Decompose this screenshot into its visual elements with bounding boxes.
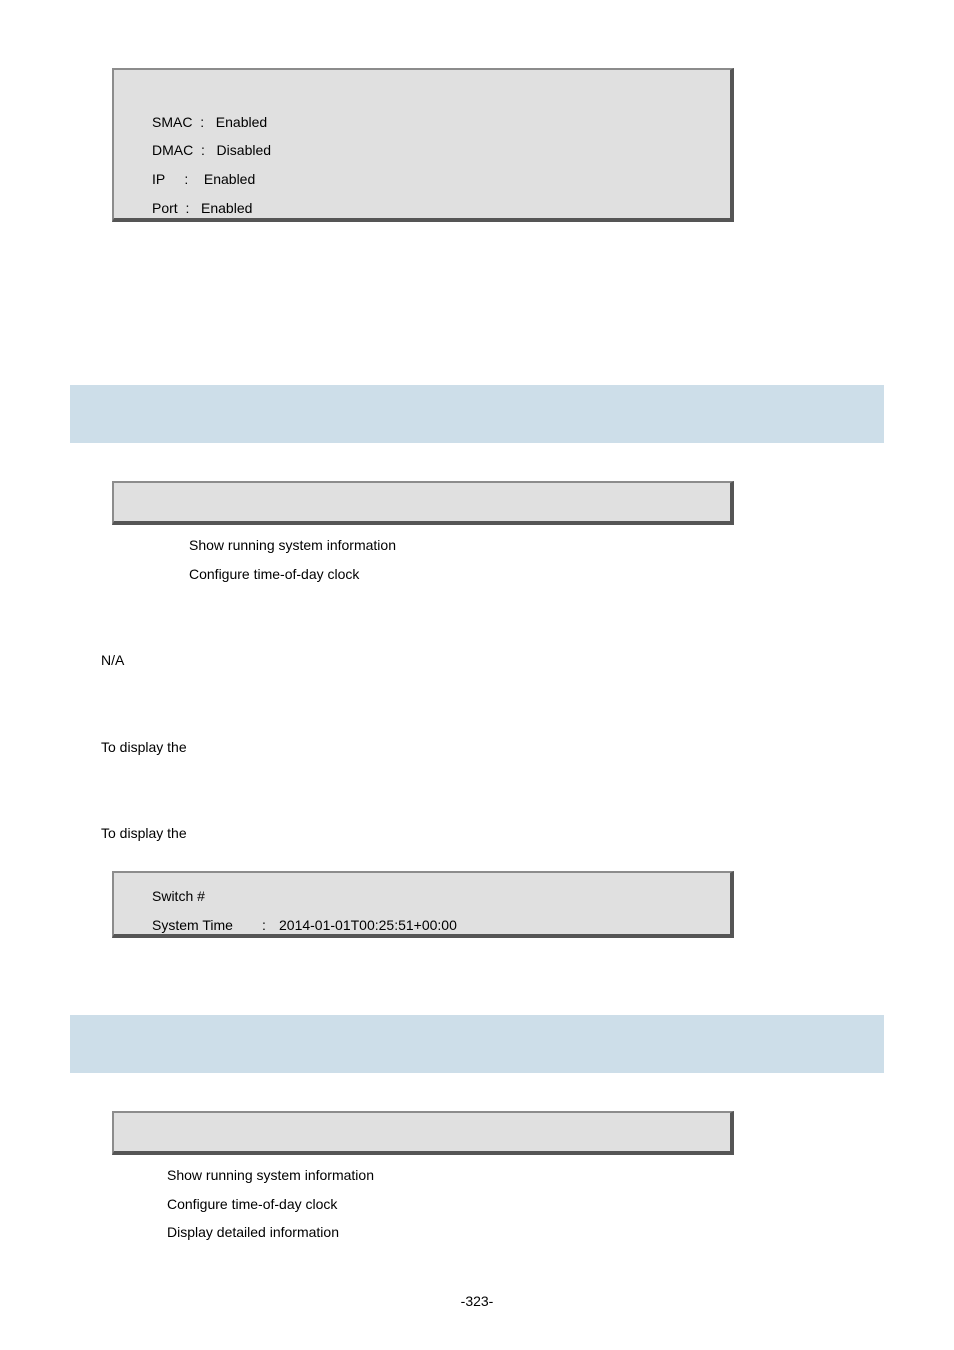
system-time-separator: : <box>262 917 266 933</box>
system-time-label: System Time <box>152 917 233 933</box>
related-command-2-2: Configure time-of-day clock <box>167 1196 338 1212</box>
code-line-ip: IP : Enabled <box>152 171 256 187</box>
code-line-smac: SMAC : Enabled <box>152 114 268 130</box>
related-command-2-3: Display detailed information <box>167 1224 339 1240</box>
related-command-2: Configure time-of-day clock <box>189 566 360 582</box>
example-text: To display the <box>101 825 187 841</box>
section-heading-band <box>70 385 884 443</box>
code-line-dmac: DMAC : Disabled <box>152 142 272 158</box>
code-line-port: Port : Enabled <box>152 200 253 216</box>
example-prompt: Switch # <box>152 888 205 904</box>
usage-text: To display the <box>101 739 187 755</box>
related-command-2-1: Show running system information <box>167 1167 374 1183</box>
command-syntax-box-2 <box>112 1111 734 1155</box>
page-number: -323- <box>460 1293 494 1309</box>
section-heading-band-2 <box>70 1015 884 1073</box>
system-time-value: 2014-01-01T00:25:51+00:00 <box>279 917 457 933</box>
default-value: N/A <box>101 652 125 668</box>
command-syntax-box <box>112 481 734 525</box>
related-command-1: Show running system information <box>189 537 396 553</box>
